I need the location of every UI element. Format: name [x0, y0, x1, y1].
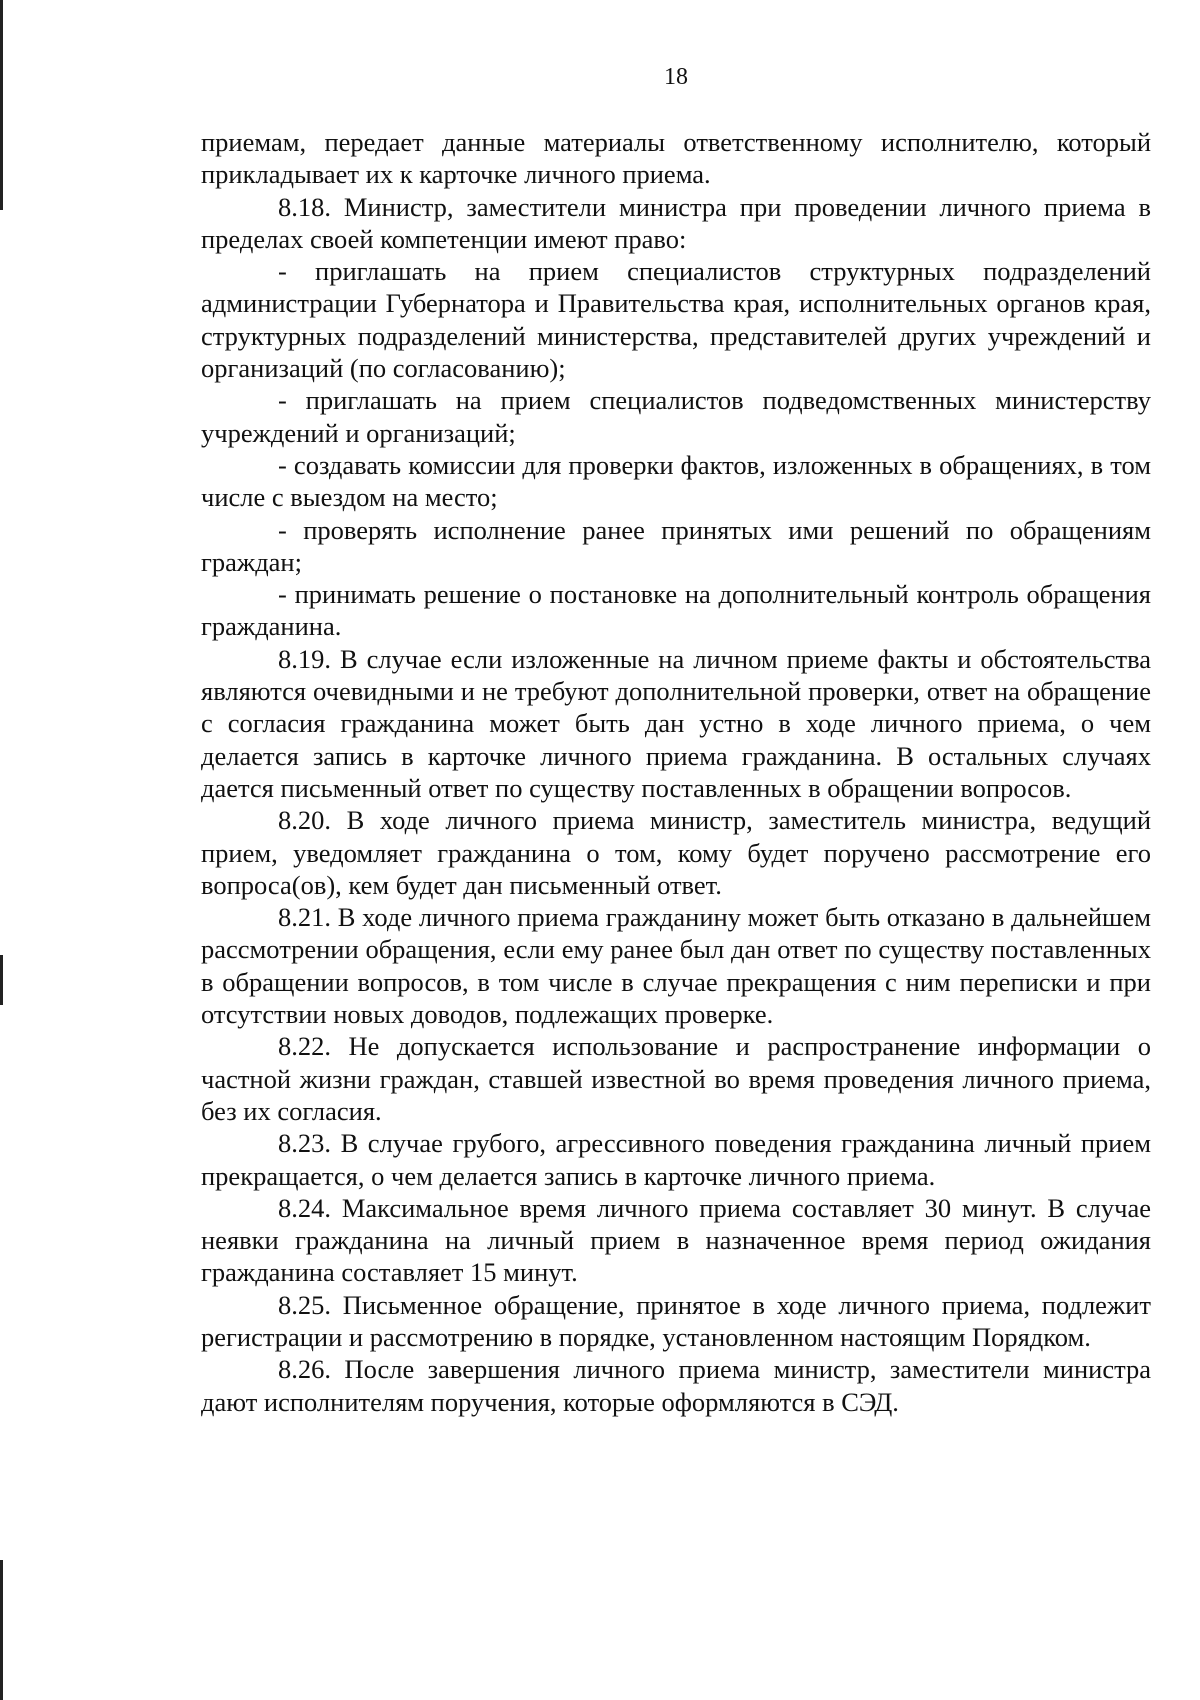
scan-edge-mark: [0, 955, 3, 1005]
document-body: [201, 126, 1151, 1418]
paragraph-8-18: 8.18. Министр, заместители министра при проведении личного приема в пределах своей компетенции имеют право:: [201, 191, 1151, 254]
paragraph-continuation: приемам, передает данные материалы ответственному исполнителю, который прикладывает их к карточке личного приема.: [201, 127, 1151, 190]
scan-edge-mark: [0, 1560, 3, 1700]
paragraph-8-21: 8.21. В ходе личного приема гражданину может быть отказано в дальнейшем рассмотрении обращения, если ему ранее был дан ответ по существу поставленных в обращении вопросов, в том числе в случае прекращения с ним переписки и при отсутствии новых доводов, подлежащих проверке.: [201, 902, 1151, 1030]
scan-edge-mark: [0, 0, 3, 210]
list-item-invite-specialists: - приглашать на прием специалистов структурных подразделений администрации Губернатора и Правительства края, исполнительных органов края, структурных подразделений министерства, представителей других учреждений и организаций (по согласованию);: [201, 256, 1151, 384]
paragraph-8-19: 8.19. В случае если изложенные на личном приеме факты и обстоятельства являются очевидными и не требуют дополнительной проверки, ответ на обращение с согласия гражданина может быть дан устно в ходе личного приема, о чем делается запись в карточке личного приема гражданина. В остальных случаях дается письменный ответ по существу поставленных в обращении вопросов.: [201, 643, 1151, 803]
paragraph-8-23: 8.23. В случае грубого, агрессивного поведения гражданина личный прием прекращается, о чем делается запись в карточке личного приема.: [201, 1128, 1151, 1191]
paragraph-8-24: 8.24. Максимальное время личного приема составляет 30 минут. В случае неявки гражданина на личный прием в назначенное время период ожидания гражданина составляет 15 минут.: [201, 1192, 1151, 1288]
paragraph-8-26: 8.26. После завершения личного приема министр, заместители министра дают исполнителям поручения, которые оформляются в СЭД.: [201, 1354, 1151, 1417]
list-item-create-commissions: - создавать комиссии для проверки фактов, изложенных в обращениях, в том числе с выездом на место;: [201, 449, 1151, 513]
paragraph-8-25: 8.25. Письменное обращение, принятое в ходе личного приема, подлежит регистрации и рассмотрению в порядке, установленном настоящим Порядком.: [201, 1289, 1151, 1352]
paragraph-8-22: 8.22. Не допускается использование и распространение информации о частной жизни граждан, ставшей известной во время проведения личного приема, без их согласия.: [201, 1031, 1151, 1126]
paragraph-8-20: 8.20. В ходе личного приема министр, заместитель министра, ведущий прием, уведомляет гражданина о том, кому будет поручено рассмотрение его вопроса(ов), кем будет дан письменный ответ.: [201, 805, 1151, 900]
list-item-check-decisions: - проверять исполнение ранее принятых ими решений по обращениям граждан;: [201, 514, 1151, 577]
page-number: 18: [664, 64, 688, 90]
list-item-additional-control: - принимать решение о постановке на дополнительный контроль обращения гражданина.: [201, 579, 1151, 642]
list-item-invite-subordinate: - приглашать на прием специалистов подведомственных министерству учреждений и организаций;: [201, 385, 1151, 448]
